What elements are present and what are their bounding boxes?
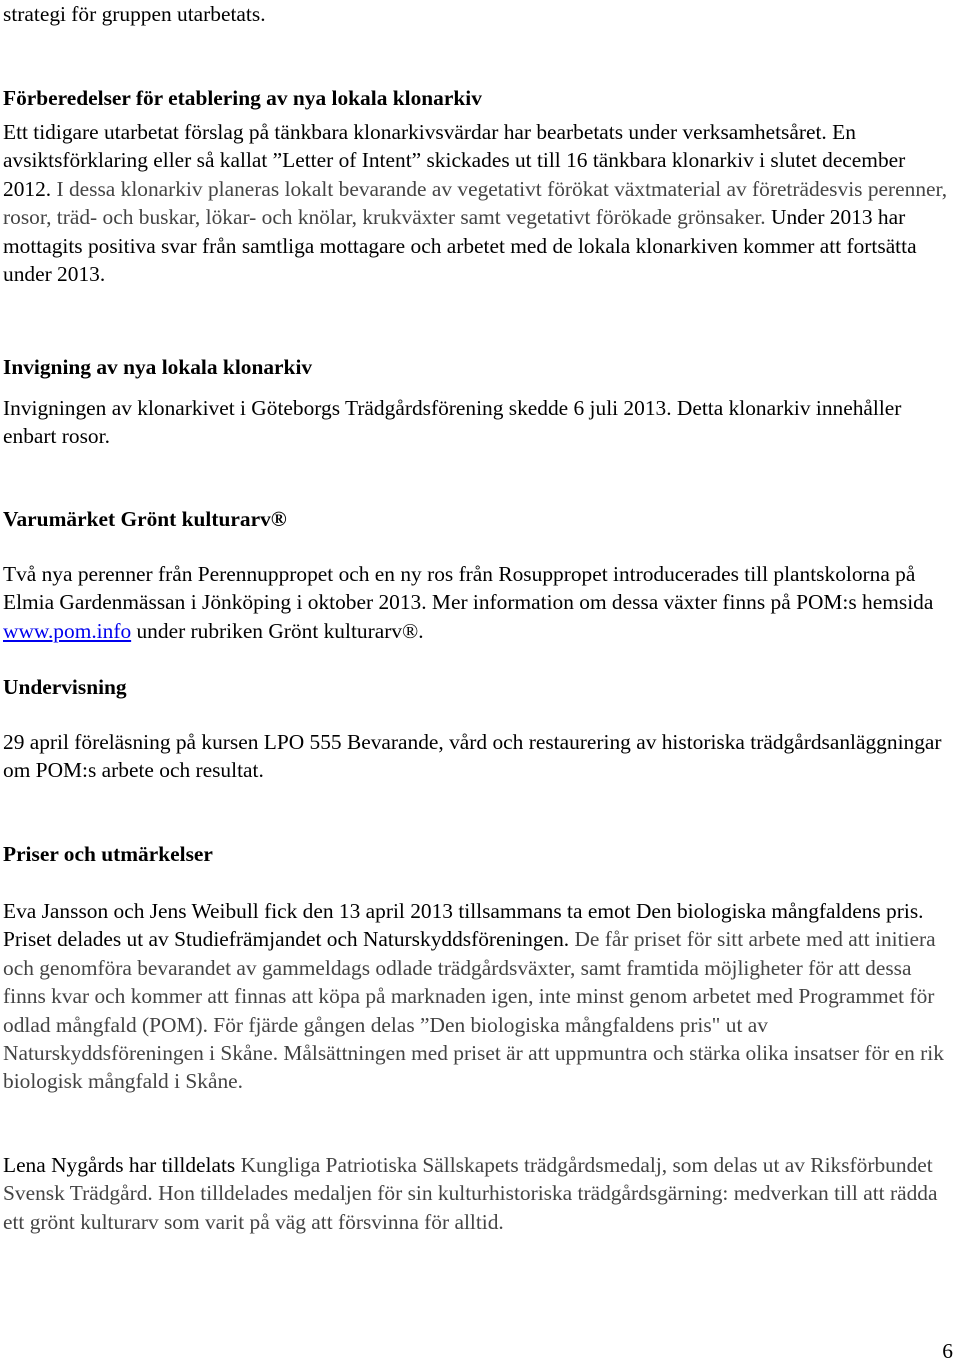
text-trademark: Två nya perenner från Perennuppropet och en ny ros från Rosuppropet introducerades till plantskolorna på Elmia Gardenmässan i Jönköping i oktober 2013. Mer information om dessa växter finns på POM:s hemsida <box>3 562 934 615</box>
paragraph-teaching: 29 april föreläsning på kursen LPO 555 Bevarande, vård och restaurering av historiska trädgårdsanläggningar om POM:s arbete och resultat. <box>3 730 942 783</box>
paragraph-awards <box>3 897 953 1096</box>
text-trademark-end: under rubriken Grönt kulturarv®. <box>131 618 424 643</box>
continuation-text: strategi för gruppen utarbetats. <box>3 2 266 26</box>
heading-inauguration: Invigning av nya lokala klonarkiv <box>3 355 313 379</box>
text-plans: I dessa klonarkiv planeras lokalt bevarande av vegetativt förökat växtmaterial av företrädesvis perenner, rosor, träd- och buskar, lökar- och knölar, krukväxter samt vegetativt förökade grönsaker. <box>3 176 948 230</box>
text-award-details: De får priset för sitt arbete med att initiera och genomföra bevarandet av gammeldags odlade trädgårdsväxter, samt framtida möjligheter för att dessa finns kvar och kommer att finnas att köpa på marknaden igen, inte minst genom arbetet med Programmet för odlad mångfald (POM). För fjärde gången delas ”Den biologiska mångfaldens pris" ut av Naturskyddsföreningen i Skåne. Målsättningen med priset är att uppmuntra och stärka olika insatser för en rik biologisk mångfald i Skåne. <box>3 927 944 1094</box>
text-award-received: Eva Jansson och Jens Weibull fick den 13 april 2013 tillsammans ta emot Den biologiska mångfaldens pris. Priset delades ut av Studiefrämjandet och Naturskyddsföreningen. <box>3 899 924 952</box>
heading-trademark: Varumärket Grönt kulturarv® <box>3 507 287 531</box>
paragraph-trademark <box>3 560 953 645</box>
pom-website-link[interactable]: www.pom.info <box>3 618 132 643</box>
heading-teaching: Undervisning <box>3 675 127 699</box>
text-medal-recipient: Lena Nygårds har tilldelats <box>3 1153 236 1177</box>
text-responses: Under 2013 har mottagits positiva svar från samtliga mottagare och arbetet med de lokala klonarkiven kommer att fortsätta under 2013. <box>3 205 917 287</box>
paragraph-clone-archives-preparation <box>3 118 953 288</box>
paragraph-medal <box>3 1151 953 1236</box>
heading-new-clone-archives-preparation: Förberedelser för etablering av nya lokala klonarkiv <box>3 86 482 110</box>
paragraph-inauguration: Invigningen av klonarkivet i Göteborgs Trädgårdsförening skedde 6 juli 2013. Detta klonarkiv innehåller enbart rosor. <box>3 396 902 449</box>
heading-awards: Priser och utmärkelser <box>3 842 213 866</box>
text-intro: Ett tidigare utarbetat förslag på tänkbara klonarkivsvärdar har bearbetats under verksamhetsåret. En avsiktsförklaring eller så kallat ”Letter of Intent” skickades ut till 16 tänkbara klonarkiv i slutet december 2012. <box>3 120 906 201</box>
text-medal-details: Kungliga Patriotiska Sällskapets trädgårdsmedalj, som delas ut av Riksförbundet Svensk Trädgård. Hon tilldelades medaljen för sin kulturhistoriska trädgårdsgärning: medverkan till att rädda ett grönt kulturarv som varit på väg att försvinna för alltid. <box>3 1153 938 1234</box>
page-number: 6 <box>942 1339 953 1363</box>
